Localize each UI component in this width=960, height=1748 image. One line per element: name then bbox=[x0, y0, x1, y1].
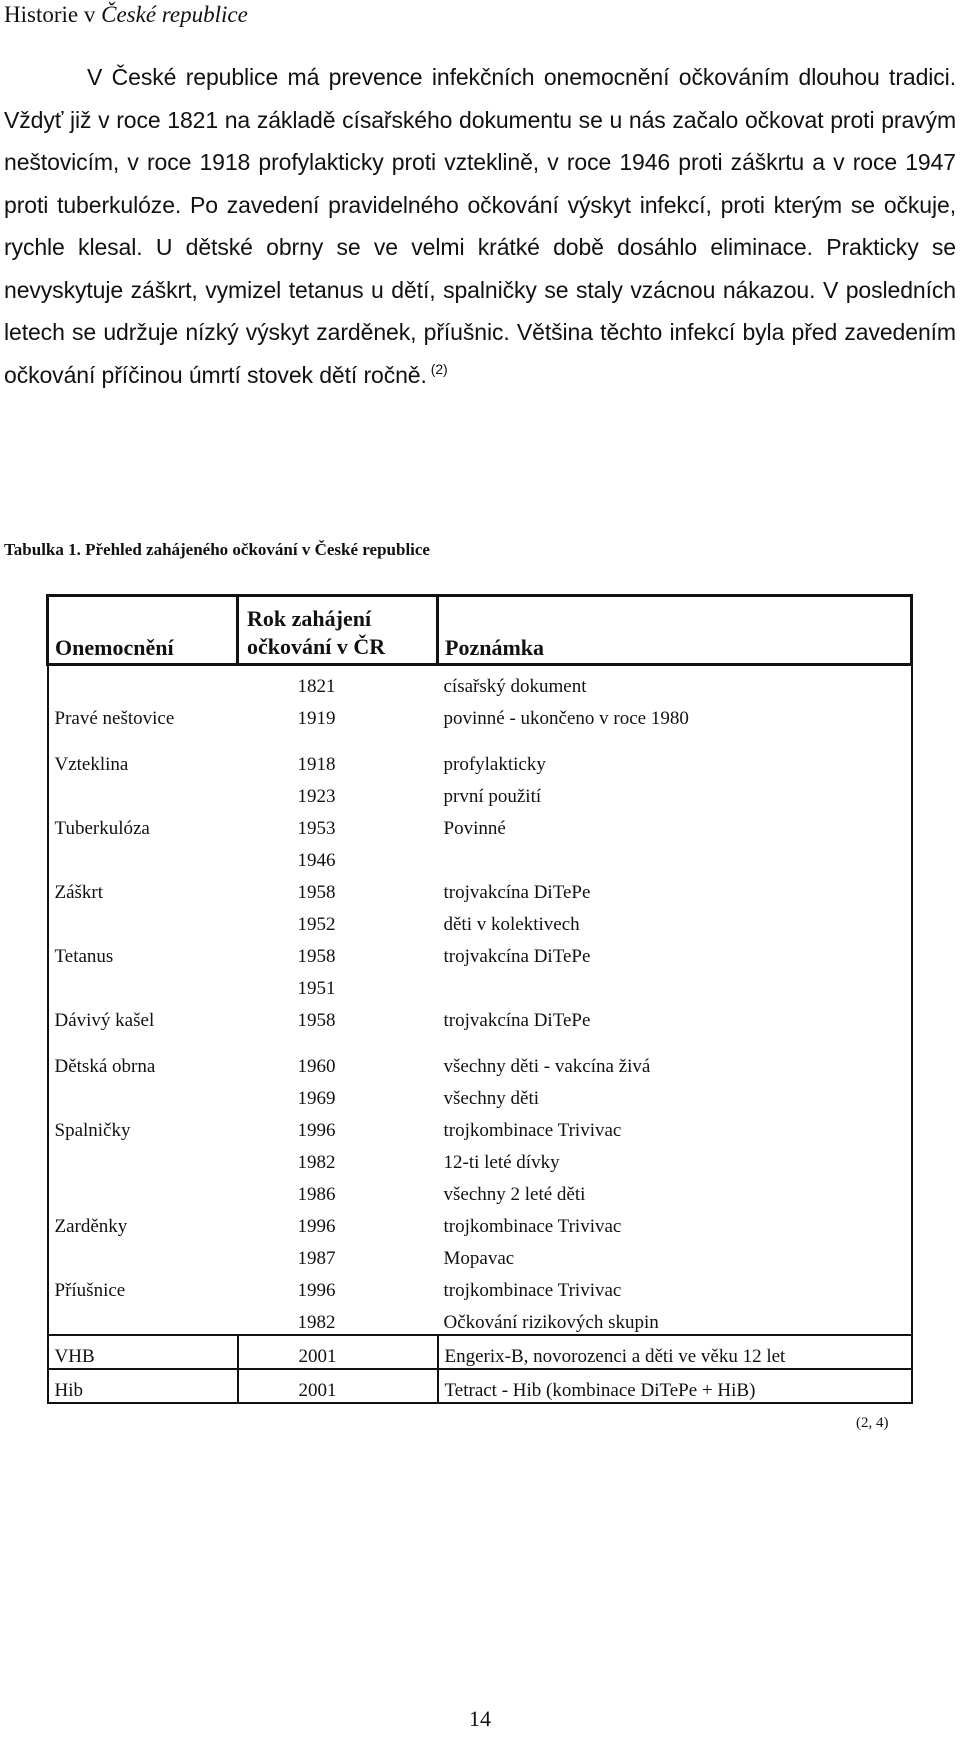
gap-cell bbox=[48, 730, 238, 744]
table-row bbox=[48, 1206, 912, 1238]
cell-year: 1923 bbox=[297, 786, 336, 807]
cell-note: Engerix-B, novorozenci a děti ve věku 12 let bbox=[438, 1335, 912, 1369]
table-row bbox=[48, 1046, 912, 1078]
cell-disease: Dávivý kašel bbox=[48, 1000, 238, 1032]
cell-disease: Dětská obrna bbox=[48, 1046, 238, 1078]
cell-disease: Tuberkulóza bbox=[48, 808, 238, 840]
table-row bbox=[48, 1174, 912, 1206]
cell-note: děti v kolektivech bbox=[438, 904, 912, 936]
heading-italic: České republice bbox=[101, 2, 248, 27]
cell-year: 2001 bbox=[238, 1369, 438, 1403]
table-row bbox=[48, 808, 912, 840]
cell-note: všechny děti - vakcína živá bbox=[438, 1046, 912, 1078]
table-row bbox=[48, 1110, 912, 1142]
cell-year: 1958 bbox=[297, 882, 336, 903]
cell-disease bbox=[48, 776, 238, 808]
cell-year: 1919 bbox=[297, 708, 336, 729]
cell-year: 1946 bbox=[297, 850, 336, 871]
cell-disease: VHB bbox=[48, 1335, 238, 1369]
cell-note: Očkování rizikových skupin bbox=[438, 1302, 912, 1335]
page-number: 14 bbox=[469, 1706, 491, 1731]
cell-year: 1996 bbox=[297, 1280, 336, 1301]
cell-note: 12-ti leté dívky bbox=[438, 1142, 912, 1174]
cell-disease bbox=[48, 1174, 238, 1206]
cell-note: trojvakcína DiTePe bbox=[438, 936, 912, 968]
table-row bbox=[48, 1369, 912, 1403]
header-year-line2: očkování v ČR bbox=[247, 634, 386, 659]
cell-disease bbox=[48, 1302, 238, 1335]
table-row bbox=[48, 1000, 912, 1032]
cell-disease: Zarděnky bbox=[48, 1206, 238, 1238]
cell-disease: Příušnice bbox=[48, 1270, 238, 1302]
table-row bbox=[48, 1078, 912, 1110]
table-row bbox=[48, 840, 912, 872]
intro-paragraph bbox=[4, 56, 956, 396]
table-row bbox=[48, 904, 912, 936]
header-year bbox=[238, 596, 438, 665]
cell-note: Povinné bbox=[438, 808, 912, 840]
cell-note: trojvakcína DiTePe bbox=[438, 872, 912, 904]
cell-note bbox=[438, 840, 912, 872]
gap-cell bbox=[438, 730, 912, 744]
header-disease: Onemocnění bbox=[48, 596, 238, 665]
header-note: Poznámka bbox=[438, 596, 912, 665]
table-row bbox=[48, 1238, 912, 1270]
vaccination-table bbox=[46, 594, 910, 1404]
cell-disease bbox=[48, 665, 238, 699]
heading-prefix: Historie v bbox=[4, 2, 102, 27]
table-gap-row bbox=[48, 1032, 912, 1046]
table-row bbox=[48, 665, 912, 699]
cell-disease: Tetanus bbox=[48, 936, 238, 968]
cell-note: všechny 2 leté děti bbox=[438, 1174, 912, 1206]
cell-year: 2001 bbox=[238, 1335, 438, 1369]
table-row bbox=[48, 744, 912, 776]
cell-year: 1982 bbox=[297, 1152, 336, 1173]
cell-note bbox=[438, 968, 912, 1000]
paragraph-reference: (2) bbox=[430, 360, 448, 377]
table-references: (2, 4) bbox=[856, 1415, 889, 1431]
header-year-line1: Rok zahájení bbox=[247, 606, 372, 631]
cell-note: trojkombinace Trivivac bbox=[438, 1270, 912, 1302]
cell-disease bbox=[48, 840, 238, 872]
cell-note: Mopavac bbox=[438, 1238, 912, 1270]
cell-disease: Hib bbox=[48, 1369, 238, 1403]
cell-note: profylakticky bbox=[438, 744, 912, 776]
cell-note: trojvakcína DiTePe bbox=[438, 1000, 912, 1032]
cell-year: 1969 bbox=[297, 1088, 336, 1109]
cell-year: 1918 bbox=[297, 754, 336, 775]
table-row bbox=[48, 968, 912, 1000]
cell-year: 1982 bbox=[297, 1312, 336, 1333]
cell-disease bbox=[48, 968, 238, 1000]
cell-disease: Vzteklina bbox=[48, 744, 238, 776]
table-caption: Tabulka 1. Přehled zahájeného očkování v České republice bbox=[4, 540, 430, 559]
table-row bbox=[48, 1335, 912, 1369]
cell-year: 1996 bbox=[297, 1120, 336, 1141]
cell-year: 1958 bbox=[297, 1010, 336, 1031]
table-row bbox=[48, 776, 912, 808]
cell-note: trojkombinace Trivivac bbox=[438, 1206, 912, 1238]
cell-note: Tetract - Hib (kombinace DiTePe + HiB) bbox=[438, 1369, 912, 1403]
cell-disease bbox=[48, 1078, 238, 1110]
table-row bbox=[48, 1302, 912, 1335]
table-row bbox=[48, 872, 912, 904]
cell-year: 1986 bbox=[297, 1184, 336, 1205]
cell-year: 1952 bbox=[297, 914, 336, 935]
cell-year: 1953 bbox=[297, 818, 336, 839]
cell-disease: Záškrt bbox=[48, 872, 238, 904]
section-heading bbox=[4, 2, 248, 28]
paragraph-text: V České republice má prevence infekčních onemocnění očkováním dlouhou tradici. Vždyť již v roce 1821 na základě císařského dokumentu se u nás začalo očkovat proti pravým neštovicím, v roce 1918 profylakticky proti vzteklině, v roce 1946 proti záškrtu a v roce 1947 proti tuberkulóze. Po zavedení pravidelného očkování výskyt infekcí, proti kterým se očkuje, rychle klesal. U dětské obrny se ve velmi krátké době dosáhlo eliminace. Prakticky se nevyskytuje záškrt, vymizel tetanus u dětí, spalničky se staly vzácnou nákazou. V posledních letech se udržuje nízký výskyt zarděnek, příušnic. Většina těchto infekcí byla před zavedením očkování příčinou úmrtí stovek dětí ročně. bbox=[4, 64, 956, 388]
table-row bbox=[48, 936, 912, 968]
cell-note: všechny děti bbox=[438, 1078, 912, 1110]
cell-note: trojkombinace Trivivac bbox=[438, 1110, 912, 1142]
gap-cell bbox=[48, 1032, 238, 1046]
table-row bbox=[48, 1142, 912, 1174]
cell-year: 1960 bbox=[297, 1056, 336, 1077]
cell-note: povinné - ukončeno v roce 1980 bbox=[438, 698, 912, 730]
cell-year: 1996 bbox=[297, 1216, 336, 1237]
table-row bbox=[48, 1270, 912, 1302]
cell-note: císařský dokument bbox=[438, 665, 912, 699]
table-header-row bbox=[48, 596, 912, 665]
table-gap-row bbox=[48, 730, 912, 744]
gap-cell bbox=[438, 1032, 912, 1046]
gap-cell bbox=[238, 1032, 438, 1046]
cell-year: 1958 bbox=[297, 946, 336, 967]
cell-year: 1821 bbox=[297, 676, 336, 697]
gap-cell bbox=[238, 730, 438, 744]
cell-disease bbox=[48, 1238, 238, 1270]
cell-disease: Pravé neštovice bbox=[48, 698, 238, 730]
table-row bbox=[48, 698, 912, 730]
cell-disease bbox=[48, 1142, 238, 1174]
cell-note: první použití bbox=[438, 776, 912, 808]
cell-disease bbox=[48, 904, 238, 936]
cell-year: 1951 bbox=[297, 978, 336, 999]
cell-year: 1987 bbox=[297, 1248, 336, 1269]
cell-disease: Spalničky bbox=[48, 1110, 238, 1142]
